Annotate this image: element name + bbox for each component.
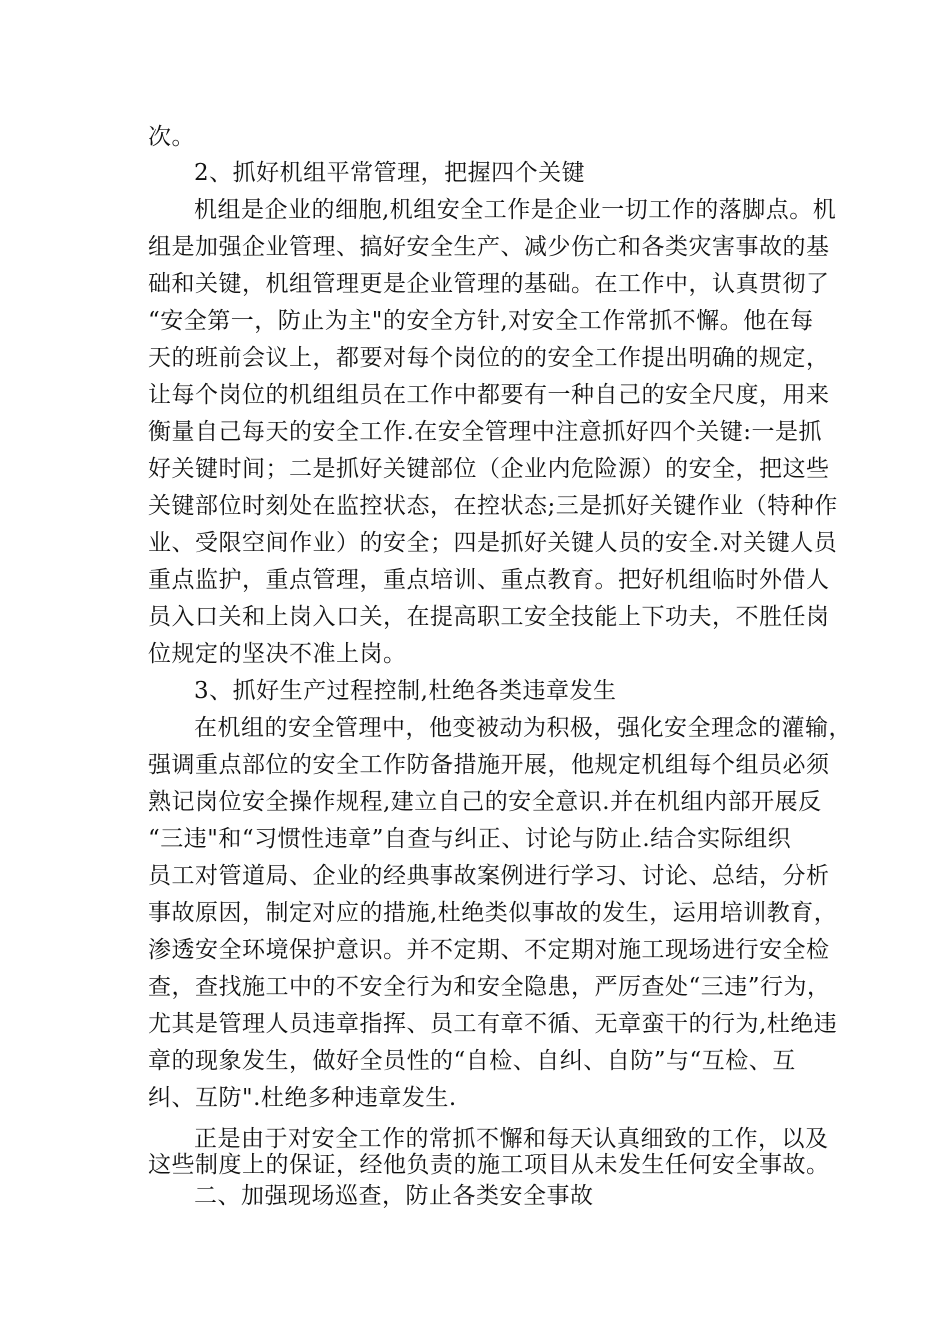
text-line: 尤其是管理人员违章指挥、员工有章不循、无章蛮干的行为,杜绝违	[148, 1011, 838, 1037]
text-line: 正是由于对安全工作的常抓不懈和每天认真细致的工作，以及	[194, 1126, 829, 1152]
text-line: 机组是企业的细胞,机组安全工作是企业一切工作的落脚点。机	[194, 197, 837, 223]
text-line: 章的现象发生，做好全员性的“自检、自纠、自防”与“互检、互	[148, 1048, 796, 1074]
text-line: 事故原因，制定对应的措施,杜绝类似事故的发生，运用培训教育，	[148, 900, 838, 926]
text-line: 这些制度上的保证，经他负责的施工项目从未发生任何安全事故。	[148, 1152, 830, 1178]
text-line: 渗透安全环境保护意识。并不定期、不定期对施工现场进行安全检	[148, 937, 830, 963]
text-line: 位规定的坚决不准上岗。	[148, 641, 407, 667]
text-line: 础和关键，机组管理更是企业管理的基础。在工作中，认真贯彻了	[148, 271, 830, 297]
section-heading: 3、抓好生产过程控制,杜绝各类违章发生	[194, 678, 617, 704]
text-line: 员入口关和上岗入口关，在提高职工安全技能上下功夫，不胜任岗	[148, 604, 830, 630]
text-line: 在机组的安全管理中，他变被动为积极，强化安全理念的灌输，	[194, 715, 852, 741]
text-line: 让每个岗位的机组组员在工作中都要有一种自己的安全尺度，用来	[148, 382, 830, 408]
text-line: “安全第一，防止为主"的安全方针,对安全工作常抓不懈。他在每	[148, 308, 814, 334]
text-line: 员工对管道局、企业的经典事故案例进行学习、讨论、总结，分析	[148, 863, 830, 889]
text-line: 次。	[148, 124, 195, 150]
text-line: 强调重点部位的安全工作防备措施开展，他规定机组每个组员必须	[148, 752, 830, 778]
text-line: “三违"和“习惯性违章”自查与纠正、讨论与防止.结合实际组织	[148, 826, 792, 852]
text-line: 衡量自己每天的安全工作.在安全管理中注意抓好四个关键:一是抓	[148, 419, 823, 445]
text-line: 重点监护，重点管理，重点培训、重点教育。把好机组临时外借人	[148, 567, 830, 593]
text-line: 查，查找施工中的不安全行为和安全隐患，严厉查处“三违”行为，	[148, 974, 831, 1000]
section-heading: 2、抓好机组平常管理，把握四个关键	[194, 160, 586, 186]
text-line: 组是加强企业管理、搞好安全生产、减少伤亡和各类灾害事故的基	[148, 234, 830, 260]
text-line: 纠、互防".杜绝多种违章发生.	[148, 1085, 457, 1111]
text-line: 熟记岗位安全操作规程,建立自己的安全意识.并在机组内部开展反	[148, 789, 822, 815]
text-line: 关键部位时刻处在监控状态，在控状态;三是抓好关键作业（特种作	[148, 493, 838, 519]
section-heading: 二、加强现场巡查，防止各类安全事故	[194, 1183, 594, 1209]
text-line: 好关键时间；二是抓好关键部位（企业内危险源）的安全，把这些	[148, 456, 830, 482]
text-line: 业、受限空间作业）的安全；四是抓好关键人员的安全.对关键人员	[148, 530, 838, 556]
text-line: 天的班前会议上，都要对每个岗位的的安全工作提出明确的规定，	[148, 345, 830, 371]
